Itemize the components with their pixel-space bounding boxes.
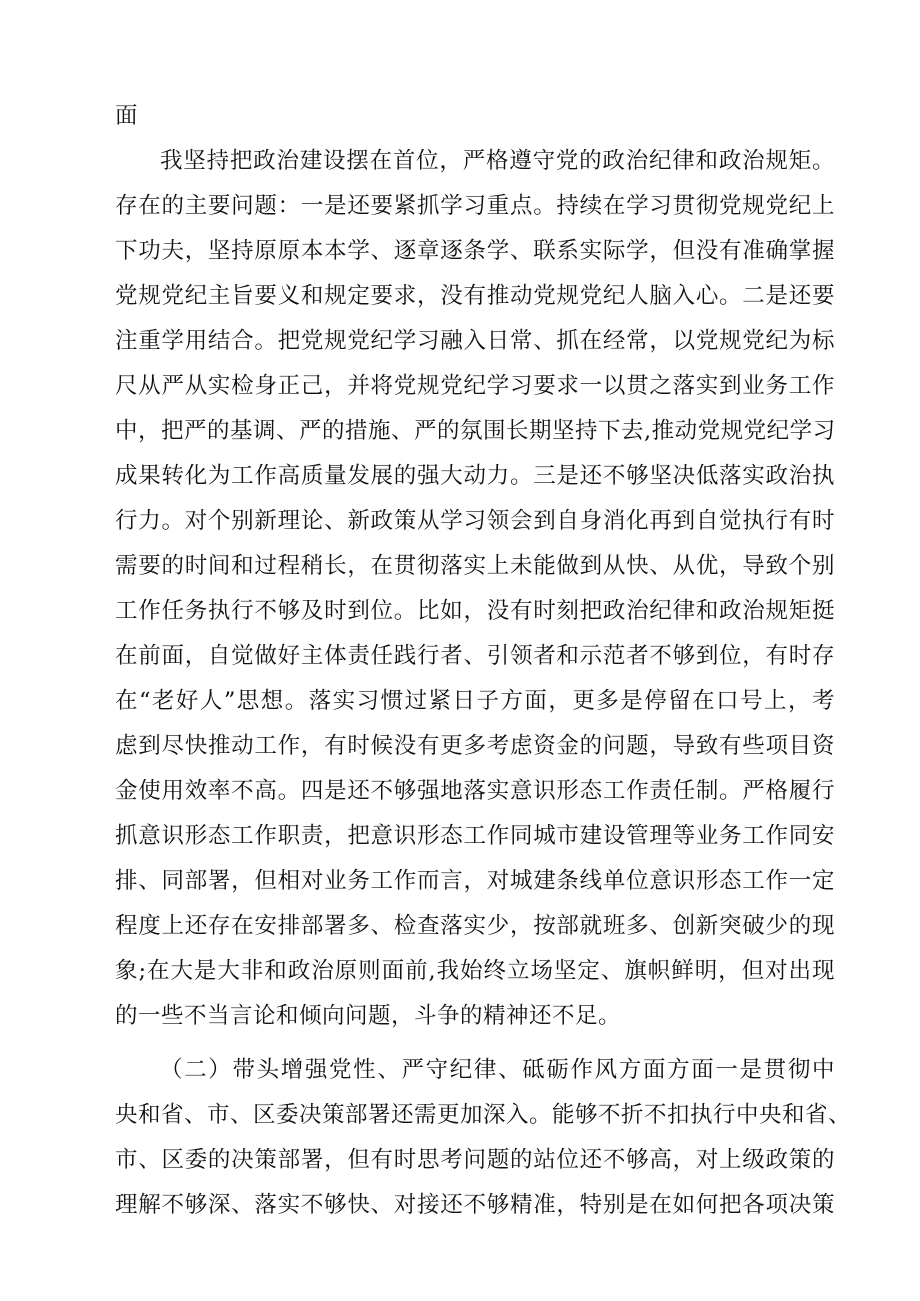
text-line-1: 面 bbox=[115, 103, 139, 129]
text-line-18: 排、同部署，但相对业务工作而言，对城建条线单位意识形态工作一定 bbox=[115, 868, 835, 894]
text-line-22: （二）带头增强党性、严守纪律、砥砺作风方面方面一是贯彻中 bbox=[160, 1057, 835, 1083]
text-line-14: 在“老好人”思想。落实习惯过紧日子方面，更多是停留在口号上，考 bbox=[115, 688, 835, 714]
text-line-23: 央和省、市、区委决策部署还需更加深入。能够不折不扣执行中央和省、 bbox=[115, 1102, 852, 1128]
text-line-7: 尺从严从实检身正己，并将党规党纪学习要求一以贯之落实到业务工作 bbox=[115, 373, 835, 399]
text-line-8: 中，把严的基调、严的措施、严的氛围长期坚持下去,推动党规党纪学习 bbox=[115, 418, 836, 444]
text-line-21: 的一些不当言论和倾向问题，斗争的精神还不足。 bbox=[115, 1003, 622, 1029]
text-line-25: 理解不够深、落实不够快、对接还不够精准，特别是在如何把各项决策 bbox=[115, 1192, 835, 1218]
text-line-2: 我坚持把政治建设摆在首位，严格遵守党的政治纪律和政治规矩。 bbox=[160, 148, 835, 174]
text-line-5: 党规党纪主旨要义和规定要求，没有推动党规党纪人脑入心。二是还要 bbox=[115, 283, 835, 309]
text-line-10: 行力。对个别新理论、新政策从学习领会到自身消化再到自觉执行有时 bbox=[115, 508, 835, 534]
text-line-11: 需要的时间和过程稍长，在贯彻落实上未能做到从快、从优，导致个别 bbox=[115, 553, 835, 579]
text-line-6: 注重学用结合。把党规党纪学习融入日常、抓在经常，以党规党纪为标 bbox=[115, 328, 835, 354]
text-line-19: 程度上还存在安排部署多、检查落实少，按部就班多、创新突破少的现 bbox=[115, 913, 835, 939]
text-line-16: 金使用效率不高。四是还不够强地落实意识形态工作责任制。严格履行 bbox=[115, 778, 835, 804]
text-line-24: 市、区委的决策部署，但有时思考问题的站位还不够高，对上级政策的 bbox=[115, 1147, 835, 1173]
text-line-20: 象;在大是大非和政治原则面前,我始终立场坚定、旗帜鲜明，但对出现 bbox=[115, 958, 835, 984]
text-line-9: 成果转化为工作高质量发展的强大动力。三是还不够坚决低落实政治执 bbox=[115, 463, 835, 489]
text-line-4: 下功夫，坚持原原本本学、逐章逐条学、联系实际学，但没有准确掌握 bbox=[115, 238, 835, 264]
text-line-3: 存在的主要问题：一是还要紧抓学习重点。持续在学习贯彻党规党纪上 bbox=[115, 193, 835, 219]
text-line-17: 抓意识形态工作职责，把意识形态工作同城市建设管理等业务工作同安 bbox=[115, 823, 835, 849]
text-line-15: 虑到尽快推动工作，有时候没有更多考虑资金的问题，导致有些项目资 bbox=[115, 733, 835, 759]
text-line-12: 工作任务执行不够及时到位。比如，没有时刻把政治纪律和政治规矩挺 bbox=[115, 598, 835, 624]
text-line-13: 在前面，自觉做好主体责任践行者、引领者和示范者不够到位，有时存 bbox=[115, 643, 835, 669]
